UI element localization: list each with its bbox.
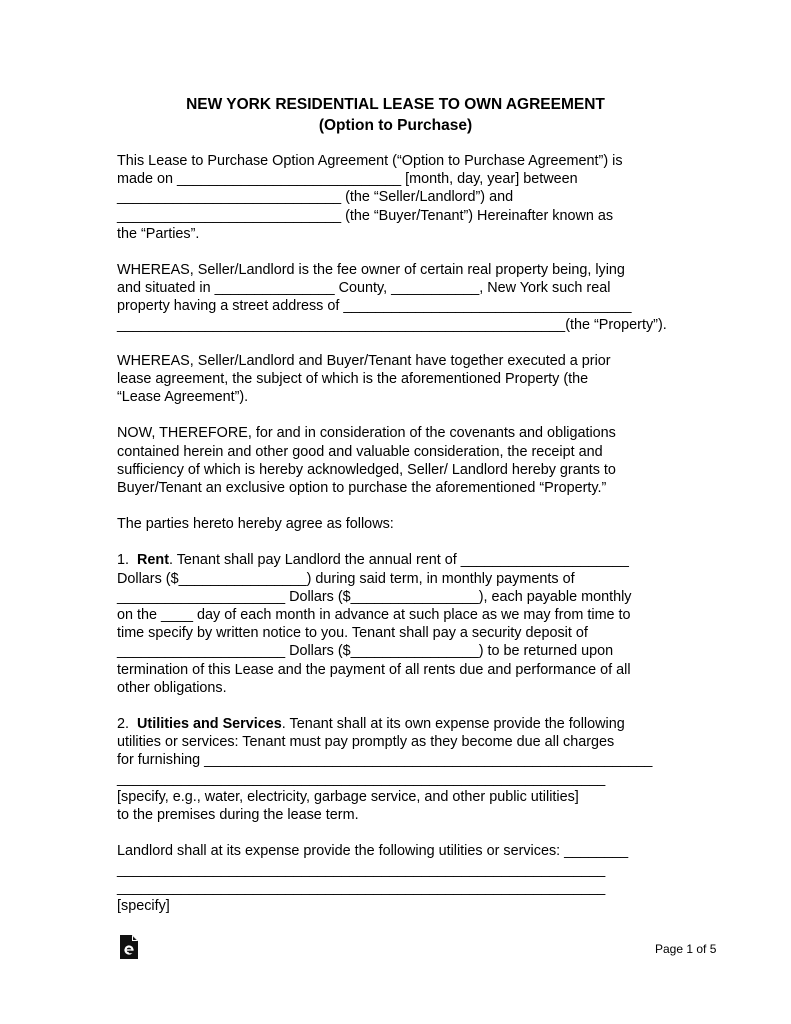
whereas-line: “Lease Agreement”). [117,389,249,406]
whereas-line: property having a street address of ____________________________________ [117,298,632,315]
section-heading: Utilities and Services [137,716,282,733]
section-line: _____________________________________________________________ [117,770,606,787]
paragraph-spacer [117,497,673,515]
document-title: NEW YORK RESIDENTIAL LEASE TO OWN AGREEMENT [186,96,605,113]
whereas-lease-paragraph [117,352,673,407]
whereas-line: WHEREAS, Seller/Landlord is the fee owner of certain real property being, lying [117,262,625,279]
document-subtitle: (Option to Purchase) [318,117,473,134]
now-therefore-line: Buyer/Tenant an exclusive option to purchase the aforementioned “Property.” [117,480,607,497]
section-rent-first-line [117,551,673,569]
paragraph-spacer [117,697,673,715]
section-line: to the premises during the lease term. [117,807,359,824]
paragraph-spacer [117,243,673,261]
section-line: on the ____ day of each month in advance at such place as we may from time to [117,607,631,624]
section-utilities-first-line [117,715,673,733]
paragraph-spacer [117,533,673,551]
landlord-utilities-line: _____________________________________________________________ [117,879,606,896]
intro-line: ____________________________ (the “Seller/Landlord”) and [117,189,514,206]
now-therefore-paragraph [117,424,673,497]
whereas-line: and situated in _______________ County, ___________, New York such real [117,280,611,297]
section-rent [117,551,673,697]
landlord-utilities-line: [specify] [117,897,170,914]
whereas-line: lease agreement, the subject of which is the aforementioned Property (the [117,371,589,388]
agree-line: The parties hereto hereby agree as follows: [117,516,394,533]
section-utilities [117,715,673,824]
section-line: [specify, e.g., water, electricity, garbage service, and other public utilities] [117,788,579,805]
intro-paragraph [117,152,673,243]
document-body [117,152,673,915]
section-number: 1. [117,552,130,569]
landlord-utilities-paragraph [117,842,673,915]
section-line: other obligations. [117,679,227,696]
section-line: _____________________ Dollars ($________________) to be returned upon [117,643,614,660]
now-therefore-line: NOW, THEREFORE, for and in consideration of the covenants and obligations [117,425,616,442]
whereas-line: ________________________________________________________(the “Property”). [117,316,667,333]
paragraph-spacer [117,406,673,424]
eforms-logo-icon [120,935,138,959]
section-line: time specify by written notice to you. Tenant shall pay a security deposit of [117,625,588,642]
intro-line: ____________________________ (the “Buyer/Tenant”) Hereinafter known as [117,207,614,224]
now-therefore-line: contained herein and other good and valuable consideration, the receipt and [117,443,603,460]
landlord-utilities-line: Landlord shall at its expense provide the following utilities or services: ________ [117,843,629,860]
page-number: Page 1 of 5 [655,942,717,956]
section-line: utilities or services: Tenant must pay promptly as they become due all charges [117,734,615,751]
intro-line: made on ____________________________ [month, day, year] between [117,171,578,188]
section-line: _____________________ Dollars ($________________), each payable monthly [117,588,632,605]
intro-line: the “Parties”. [117,225,200,242]
agree-paragraph [117,515,673,533]
section-number: 2. [117,716,130,733]
section-text: . Tenant shall pay Landlord the annual rent of _____________________ [169,552,629,569]
section-line: Dollars ($________________) during said term, in monthly payments of [117,570,575,587]
whereas-line: WHEREAS, Seller/Landlord and Buyer/Tenant have together executed a prior [117,352,611,369]
paragraph-spacer [117,824,673,842]
section-line: for furnishing ________________________________________________________ [117,752,653,769]
section-line: termination of this Lease and the payment of all rents due and performance of all [117,661,631,678]
now-therefore-line: sufficiency of which is hereby acknowledged, Seller/ Landlord hereby grants to [117,461,616,478]
section-heading: Rent [137,552,169,569]
intro-line: This Lease to Purchase Option Agreement (“Option to Purchase Agreement”) is [117,153,623,169]
whereas-property-paragraph [117,261,673,334]
paragraph-spacer [117,334,673,352]
section-text: . Tenant shall at its own expense provide the following [281,716,625,733]
landlord-utilities-line: _____________________________________________________________ [117,861,606,878]
